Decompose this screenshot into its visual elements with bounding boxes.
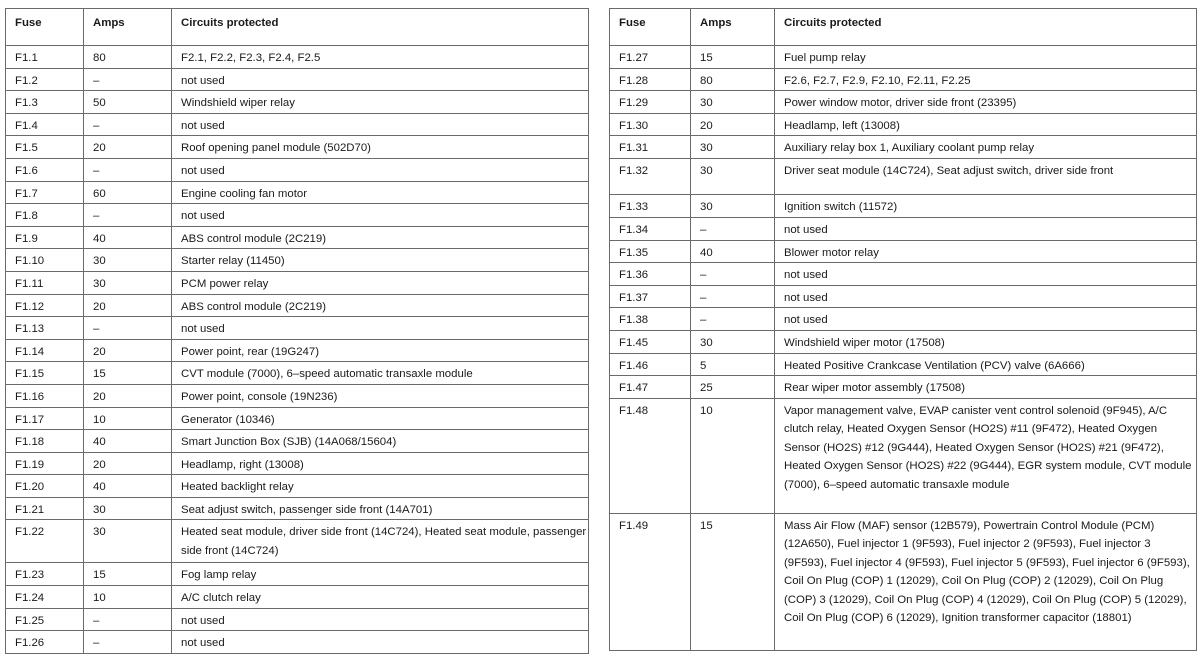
fuse-circuits: Generator (10346) — [172, 407, 589, 430]
fuse-row — [610, 46, 1197, 69]
fuse-circuits: Heated Positive Crankcase Ventilation (PCV) valve (6A666) — [775, 353, 1197, 376]
fuse-id: F1.22 — [6, 520, 84, 563]
fuse-row — [6, 136, 589, 159]
fuse-row — [610, 158, 1197, 195]
fuse-id: F1.18 — [6, 430, 84, 453]
fuse-amps: – — [691, 263, 775, 286]
fuse-id: F1.7 — [6, 181, 84, 204]
fuse-id: F1.11 — [6, 271, 84, 294]
fuse-amps: – — [84, 158, 172, 181]
fuse-row — [6, 91, 589, 114]
fuse-circuits: Mass Air Flow (MAF) sensor (12B579), Powertrain Control Module (PCM) (12A650), Fuel injector 1 (9F593), Fuel injector 2 (9F593), Fuel injector 3 (9F593), Fuel injector 4 (9F593), Fuel injector 5 (9F593), Fuel injector 6 (9F593), Coil On Plug (COP) 1 (12029), Coil On Plug (COP) 2 (12029), Coil On Plug (COP) 3 (12029), Coil On Plug (COP) 4 (12029), Coil On Plug (COP) 5 (12029), Coil On Plug (COP) 6 (12029), Ignition transformer capacitor (18801) — [775, 513, 1197, 650]
left-rows — [6, 46, 589, 654]
fuse-amps: 50 — [84, 91, 172, 114]
fuse-amps: – — [84, 317, 172, 340]
fuse-id: F1.32 — [610, 158, 691, 195]
fuse-row — [610, 331, 1197, 354]
fuse-circuits: Vapor management valve, EVAP canister vent control solenoid (9F945), A/C clutch relay, Heated Oxygen Sensor (HO2S) #11 (9F472), Heated Oxygen Sensor (HO2S) #12 (9G444), Heated Oxygen Sensor (HO2S) #21 (9F472), Heated Oxygen Sensor (HO2S) #22 (9G444), EGR system module, CVT module (7000), 6–speed automatic transaxle module — [775, 398, 1197, 513]
fuse-id: F1.8 — [6, 204, 84, 227]
fuse-amps: 15 — [84, 563, 172, 586]
fuse-id: F1.16 — [6, 384, 84, 407]
fuse-circuits: not used — [775, 308, 1197, 331]
fuse-row — [6, 430, 589, 453]
fuse-amps: 15 — [691, 46, 775, 69]
fuse-amps: 30 — [691, 91, 775, 114]
fuse-id: F1.1 — [6, 46, 84, 69]
header-row — [610, 9, 1197, 46]
fuse-id: F1.20 — [6, 475, 84, 498]
fuse-id: F1.21 — [6, 497, 84, 520]
fuse-id: F1.45 — [610, 331, 691, 354]
header-fuse: Fuse — [6, 9, 84, 46]
fuse-amps: – — [84, 631, 172, 654]
fuse-amps: 40 — [84, 475, 172, 498]
fuse-circuits: Smart Junction Box (SJB) (14A068/15604) — [172, 430, 589, 453]
fuse-row — [6, 339, 589, 362]
fuse-circuits: Ignition switch (11572) — [775, 195, 1197, 218]
fuse-id: F1.48 — [610, 398, 691, 513]
fuse-id: F1.38 — [610, 308, 691, 331]
fuse-table-left — [5, 8, 589, 654]
fuse-row — [6, 452, 589, 475]
fuse-circuits: F2.1, F2.2, F2.3, F2.4, F2.5 — [172, 46, 589, 69]
fuse-amps: – — [84, 204, 172, 227]
fuse-circuits: not used — [172, 317, 589, 340]
fuse-row — [610, 513, 1197, 650]
fuse-row — [610, 308, 1197, 331]
fuse-circuits: Heated seat module, driver side front (14C724), Heated seat module, passenger side front (14C724) — [172, 520, 589, 563]
fuse-circuits: ABS control module (2C219) — [172, 294, 589, 317]
fuse-id: F1.10 — [6, 249, 84, 272]
fuse-circuits: Headlamp, right (13008) — [172, 452, 589, 475]
fuse-amps: 10 — [84, 407, 172, 430]
fuse-id: F1.29 — [610, 91, 691, 114]
fuse-id: F1.27 — [610, 46, 691, 69]
fuse-circuits: Seat adjust switch, passenger side front (14A701) — [172, 497, 589, 520]
header-fuse: Fuse — [610, 9, 691, 46]
fuse-row — [610, 263, 1197, 286]
fuse-circuits: not used — [172, 631, 589, 654]
fuse-circuits: Power point, rear (19G247) — [172, 339, 589, 362]
fuse-row — [6, 294, 589, 317]
fuse-amps: 20 — [84, 136, 172, 159]
fuse-id: F1.3 — [6, 91, 84, 114]
fuse-amps: 30 — [691, 331, 775, 354]
fuse-row — [610, 136, 1197, 159]
fuse-row — [6, 407, 589, 430]
fuse-circuits: Starter relay (11450) — [172, 249, 589, 272]
fuse-row — [6, 68, 589, 91]
fuse-row — [6, 46, 589, 69]
fuse-id: F1.13 — [6, 317, 84, 340]
fuse-table-right — [609, 8, 1197, 651]
fuse-id: F1.24 — [6, 586, 84, 609]
fuse-amps: 20 — [84, 339, 172, 362]
fuse-id: F1.33 — [610, 195, 691, 218]
fuse-row — [6, 586, 589, 609]
fuse-circuits: A/C clutch relay — [172, 586, 589, 609]
fuse-row — [610, 195, 1197, 218]
fuse-id: F1.17 — [6, 407, 84, 430]
fuse-row — [6, 181, 589, 204]
fuse-id: F1.35 — [610, 240, 691, 263]
fuse-circuits: Windshield wiper relay — [172, 91, 589, 114]
fuse-row — [610, 398, 1197, 513]
fuse-circuits: Headlamp, left (13008) — [775, 113, 1197, 136]
fuse-amps: 30 — [84, 249, 172, 272]
fuse-amps: – — [84, 68, 172, 91]
fuse-amps: 20 — [691, 113, 775, 136]
header-circuits: Circuits protected — [775, 9, 1197, 46]
fuse-id: F1.6 — [6, 158, 84, 181]
fuse-row — [6, 158, 589, 181]
fuse-id: F1.12 — [6, 294, 84, 317]
fuse-amps: 15 — [691, 513, 775, 650]
fuse-amps: 30 — [84, 271, 172, 294]
fuse-circuits: not used — [172, 158, 589, 181]
fuse-amps: – — [691, 308, 775, 331]
header-amps: Amps — [691, 9, 775, 46]
fuse-circuits: Heated backlight relay — [172, 475, 589, 498]
fuse-amps: 40 — [84, 226, 172, 249]
fuse-circuits: F2.6, F2.7, F2.9, F2.10, F2.11, F2.25 — [775, 68, 1197, 91]
fuse-circuits: Blower motor relay — [775, 240, 1197, 263]
fuse-circuits: not used — [172, 204, 589, 227]
fuse-id: F1.2 — [6, 68, 84, 91]
fuse-circuits: Rear wiper motor assembly (17508) — [775, 376, 1197, 399]
fuse-row — [6, 520, 589, 563]
fuse-id: F1.36 — [610, 263, 691, 286]
fuse-id: F1.34 — [610, 218, 691, 241]
fuse-row — [610, 113, 1197, 136]
fuse-amps: 40 — [84, 430, 172, 453]
fuse-row — [610, 353, 1197, 376]
right-rows — [610, 46, 1197, 651]
fuse-circuits: Power window motor, driver side front (23395) — [775, 91, 1197, 114]
fuse-amps: 10 — [84, 586, 172, 609]
fuse-id: F1.30 — [610, 113, 691, 136]
fuse-id: F1.15 — [6, 362, 84, 385]
fuse-circuits: Auxiliary relay box 1, Auxiliary coolant pump relay — [775, 136, 1197, 159]
fuse-circuits: Fuel pump relay — [775, 46, 1197, 69]
fuse-amps: 30 — [84, 497, 172, 520]
header-amps: Amps — [84, 9, 172, 46]
fuse-amps: 20 — [84, 294, 172, 317]
fuse-id: F1.19 — [6, 452, 84, 475]
fuse-row — [6, 475, 589, 498]
fuse-id: F1.31 — [610, 136, 691, 159]
fuse-amps: 80 — [691, 68, 775, 91]
fuse-row — [6, 204, 589, 227]
header-row — [6, 9, 589, 46]
fuse-row — [6, 631, 589, 654]
fuse-amps: – — [84, 608, 172, 631]
fuse-circuits: PCM power relay — [172, 271, 589, 294]
fuse-amps: – — [84, 113, 172, 136]
fuse-row — [610, 68, 1197, 91]
fuse-row — [610, 240, 1197, 263]
fuse-row — [6, 249, 589, 272]
fuse-amps: 20 — [84, 384, 172, 407]
fuse-row — [6, 384, 589, 407]
fuse-row — [6, 271, 589, 294]
fuse-id: F1.49 — [610, 513, 691, 650]
fuse-amps: 10 — [691, 398, 775, 513]
fuse-circuits: Engine cooling fan motor — [172, 181, 589, 204]
header-circuits: Circuits protected — [172, 9, 589, 46]
fuse-circuits: not used — [775, 263, 1197, 286]
fuse-id: F1.5 — [6, 136, 84, 159]
fuse-circuits: Fog lamp relay — [172, 563, 589, 586]
fuse-id: F1.23 — [6, 563, 84, 586]
fuse-circuits: Power point, console (19N236) — [172, 384, 589, 407]
fuse-amps: 15 — [84, 362, 172, 385]
fuse-id: F1.25 — [6, 608, 84, 631]
fuse-amps: 40 — [691, 240, 775, 263]
fuse-row — [610, 218, 1197, 241]
fuse-circuits: not used — [172, 68, 589, 91]
fuse-amps: 30 — [691, 158, 775, 195]
fuse-row — [610, 376, 1197, 399]
fuse-row — [6, 563, 589, 586]
fuse-amps: 30 — [691, 195, 775, 218]
fuse-row — [6, 497, 589, 520]
fuse-amps: 30 — [84, 520, 172, 563]
fuse-row — [610, 285, 1197, 308]
fuse-id: F1.14 — [6, 339, 84, 362]
fuse-row — [6, 362, 589, 385]
fuse-row — [6, 226, 589, 249]
fuse-amps: 80 — [84, 46, 172, 69]
fuse-circuits: ABS control module (2C219) — [172, 226, 589, 249]
fuse-id: F1.47 — [610, 376, 691, 399]
fuse-amps: – — [691, 218, 775, 241]
fuse-row — [6, 113, 589, 136]
fuse-amps: 60 — [84, 181, 172, 204]
fuse-amps: 5 — [691, 353, 775, 376]
fuse-amps: 25 — [691, 376, 775, 399]
fuse-id: F1.26 — [6, 631, 84, 654]
fuse-id: F1.28 — [610, 68, 691, 91]
fuse-circuits: Roof opening panel module (502D70) — [172, 136, 589, 159]
fuse-circuits: CVT module (7000), 6–speed automatic transaxle module — [172, 362, 589, 385]
fuse-id: F1.37 — [610, 285, 691, 308]
fuse-id: F1.9 — [6, 226, 84, 249]
fuse-circuits: not used — [775, 218, 1197, 241]
fuse-row — [6, 608, 589, 631]
fuse-circuits: Windshield wiper motor (17508) — [775, 331, 1197, 354]
fuse-id: F1.4 — [6, 113, 84, 136]
fuse-amps: – — [691, 285, 775, 308]
fuse-circuits: Driver seat module (14C724), Seat adjust switch, driver side front — [775, 158, 1197, 195]
fuse-id: F1.46 — [610, 353, 691, 376]
fuse-circuits: not used — [775, 285, 1197, 308]
fuse-amps: 30 — [691, 136, 775, 159]
fuse-circuits: not used — [172, 113, 589, 136]
fuse-amps: 20 — [84, 452, 172, 475]
fuse-row — [6, 317, 589, 340]
fuse-row — [610, 91, 1197, 114]
fuse-circuits: not used — [172, 608, 589, 631]
